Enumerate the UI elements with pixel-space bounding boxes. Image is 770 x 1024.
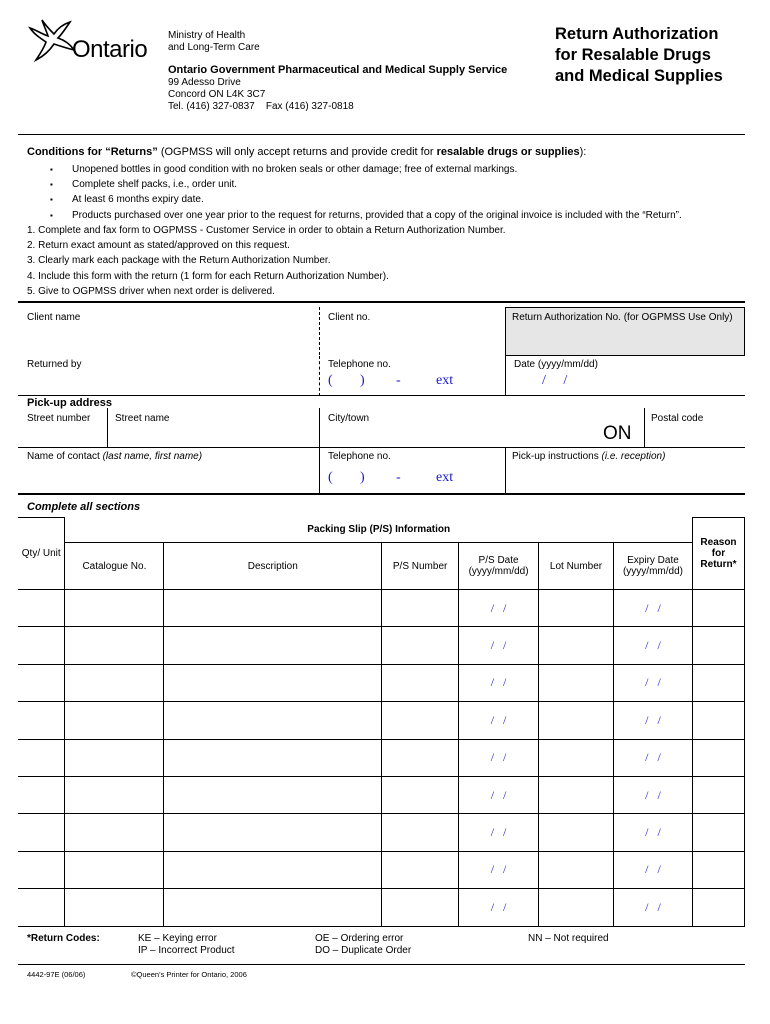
conditions-title-bold2: resalable drugs or supplies bbox=[436, 146, 580, 158]
codes-col2 bbox=[315, 933, 411, 957]
client-name-label: Client name bbox=[27, 312, 81, 323]
title-line1: Return Authorization bbox=[555, 25, 719, 43]
footer-divider bbox=[18, 964, 745, 965]
packing-slip-header: Packing Slip (P/S) Information bbox=[65, 518, 693, 543]
table-cell[interactable] bbox=[613, 627, 692, 664]
returned-by-label: Returned by bbox=[27, 359, 82, 370]
table-cell[interactable] bbox=[164, 702, 382, 739]
table-cell[interactable] bbox=[459, 776, 539, 813]
pickup-title: Pick-up address bbox=[27, 397, 112, 409]
table-cell[interactable] bbox=[539, 702, 614, 739]
date-mark: / / bbox=[490, 600, 507, 615]
fax: Fax (416) 327-0818 bbox=[265, 101, 354, 112]
ra-number-label: Return Authorization No. (for OGPMSS Use Only) bbox=[512, 312, 733, 323]
table-cell[interactable] bbox=[65, 590, 164, 627]
table-cell[interactable] bbox=[382, 889, 459, 926]
field-separator bbox=[319, 448, 320, 493]
street-number-label: Street number bbox=[27, 413, 91, 424]
service-name: Ontario Government Pharmaceutical and Medical Supply Service bbox=[168, 64, 508, 76]
field-separator bbox=[505, 356, 506, 396]
header-divider bbox=[18, 134, 745, 135]
table-cell[interactable] bbox=[459, 702, 539, 739]
date-mark: / / bbox=[645, 899, 661, 914]
table-row bbox=[18, 851, 745, 888]
table-row bbox=[18, 776, 745, 813]
table-cell[interactable] bbox=[382, 739, 459, 776]
table-cell[interactable] bbox=[613, 739, 692, 776]
date-mark: / / bbox=[645, 712, 661, 727]
condition-bullet: ▪ At least 6 months expiry date. bbox=[50, 192, 682, 207]
table-cell[interactable] bbox=[164, 889, 382, 926]
phone-close-paren: ) bbox=[360, 373, 365, 388]
instruction-step: 5. Give to OGPMSS driver when next order is delivered. bbox=[27, 285, 275, 297]
code-ke: KE – Keying error bbox=[138, 933, 217, 944]
conditions-title-bold: Conditions for “Returns” bbox=[27, 146, 158, 158]
table-cell[interactable] bbox=[382, 814, 459, 851]
table-cell[interactable] bbox=[382, 702, 459, 739]
table-cell[interactable] bbox=[539, 590, 614, 627]
table-cell[interactable] bbox=[382, 776, 459, 813]
phone2-close-paren: ) bbox=[360, 470, 365, 485]
date-mark: / / bbox=[645, 862, 661, 877]
date-mark: / / bbox=[490, 638, 507, 653]
table-cell[interactable] bbox=[539, 739, 614, 776]
row-divider bbox=[18, 447, 745, 448]
table-cell[interactable] bbox=[539, 851, 614, 888]
table-row bbox=[18, 814, 745, 851]
condition-bullet: ▪ Unopened bottles in good condition with no broken seals or other damage; free of external markings. bbox=[50, 162, 682, 177]
table-cell[interactable] bbox=[692, 664, 744, 701]
table-cell[interactable] bbox=[382, 664, 459, 701]
table-row bbox=[18, 889, 745, 926]
date-mark: / / bbox=[645, 600, 661, 615]
pickup-instr-italic: (i.e. reception) bbox=[601, 451, 666, 462]
table-cell[interactable] bbox=[164, 627, 382, 664]
table-cell[interactable] bbox=[692, 739, 744, 776]
section-divider bbox=[18, 493, 745, 495]
form-title bbox=[555, 24, 723, 87]
ps-number-header: P/S Number bbox=[382, 543, 459, 590]
catalogue-header: Catalogue No. bbox=[65, 543, 164, 590]
packing-slip-table bbox=[18, 517, 745, 927]
table-cell[interactable] bbox=[613, 776, 692, 813]
date-mark: / / bbox=[645, 825, 661, 840]
date-mark: / / bbox=[490, 787, 507, 802]
table-cell[interactable] bbox=[692, 851, 744, 888]
dashed-separator bbox=[319, 356, 320, 396]
table-cell[interactable] bbox=[65, 814, 164, 851]
instruction-step: 1. Complete and fax form to OGPMSS - Customer Service in order to obtain a Return Authorization Number. bbox=[27, 225, 506, 236]
table-cell[interactable] bbox=[613, 702, 692, 739]
table-cell[interactable] bbox=[382, 851, 459, 888]
table-cell[interactable] bbox=[164, 664, 382, 701]
table-cell[interactable] bbox=[65, 889, 164, 926]
title-line2: for Resalable Drugs bbox=[555, 46, 711, 64]
reason-header: Reason for Return* bbox=[692, 518, 744, 590]
table-cell[interactable] bbox=[18, 739, 65, 776]
instruction-step: 3. Clearly mark each package with the Return Authorization Number. bbox=[27, 255, 331, 267]
table-cell[interactable] bbox=[613, 814, 692, 851]
field-separator bbox=[505, 448, 506, 493]
code-ip: IP – Incorrect Product bbox=[138, 945, 235, 956]
table-cell[interactable] bbox=[65, 627, 164, 664]
ministry-line2: and Long-Term Care bbox=[168, 42, 260, 53]
table-cell[interactable] bbox=[164, 590, 382, 627]
date-mark: / / bbox=[490, 899, 507, 914]
table-cell[interactable] bbox=[164, 851, 382, 888]
complete-all-sections: Complete all sections bbox=[27, 501, 141, 513]
field-separator bbox=[644, 408, 645, 448]
table-cell[interactable] bbox=[692, 776, 744, 813]
table-cell[interactable] bbox=[18, 851, 65, 888]
client-no-label: Client no. bbox=[328, 312, 371, 323]
ps-date-header: P/S Date (yyyy/mm/dd) bbox=[459, 543, 539, 590]
table-cell[interactable] bbox=[459, 664, 539, 701]
city-label: City/town bbox=[328, 413, 370, 424]
title-line3: and Medical Supplies bbox=[555, 67, 723, 85]
table-cell[interactable] bbox=[65, 851, 164, 888]
province: ON bbox=[603, 423, 632, 444]
table-cell[interactable] bbox=[692, 627, 744, 664]
lot-number-header: Lot Number bbox=[539, 543, 614, 590]
date-mark: / / bbox=[645, 675, 661, 690]
table-cell[interactable] bbox=[613, 889, 692, 926]
table-cell[interactable] bbox=[18, 664, 65, 701]
table-cell[interactable] bbox=[459, 814, 539, 851]
table-cell[interactable] bbox=[164, 739, 382, 776]
tel-fax bbox=[168, 101, 354, 113]
expiry-header: Expiry Date (yyyy/mm/dd) bbox=[613, 543, 692, 590]
date-mark: / / bbox=[645, 787, 661, 802]
instruction-step: 4. Include this form with the return (1 form for each Return Authorization Number). bbox=[27, 270, 389, 282]
field-separator bbox=[107, 408, 108, 448]
table-cell[interactable] bbox=[539, 664, 614, 701]
table-row bbox=[18, 590, 745, 627]
conditions-bullets bbox=[50, 162, 682, 223]
table-cell[interactable] bbox=[18, 814, 65, 851]
table-row bbox=[18, 739, 745, 776]
code-oe: OE – Ordering error bbox=[315, 933, 404, 944]
condition-bullet: ▪ Products purchased over one year prior to the request for returns, provided that a copy of the original invoice is included with the “Return”. bbox=[50, 208, 682, 223]
contact-label-plain: Name of contact bbox=[27, 451, 103, 462]
section-divider bbox=[18, 301, 745, 303]
table-cell[interactable] bbox=[613, 664, 692, 701]
table-cell[interactable] bbox=[539, 889, 614, 926]
condition-bullet: ▪ Complete shelf packs, i.e., order unit. bbox=[50, 177, 682, 192]
table-cell[interactable] bbox=[613, 851, 692, 888]
qty-header: Qty/ Unit bbox=[18, 518, 65, 590]
table-cell[interactable] bbox=[65, 739, 164, 776]
date-mark: / / bbox=[490, 750, 507, 765]
table-cell[interactable] bbox=[65, 776, 164, 813]
date-mark: / / bbox=[490, 862, 507, 877]
table-cell[interactable] bbox=[539, 814, 614, 851]
date-mark: / / bbox=[490, 825, 507, 840]
table-cell[interactable] bbox=[692, 814, 744, 851]
table-cell[interactable] bbox=[164, 814, 382, 851]
telephone-label: Telephone no. bbox=[328, 359, 391, 370]
contact-name-label bbox=[27, 451, 202, 462]
return-codes-title: *Return Codes: bbox=[27, 933, 100, 944]
tel: Tel. (416) 327-0837 bbox=[168, 101, 255, 112]
date-mark: / / bbox=[490, 675, 507, 690]
table-cell[interactable] bbox=[164, 776, 382, 813]
table-cell[interactable] bbox=[382, 590, 459, 627]
address-line1: 99 Adesso Drive bbox=[168, 77, 241, 88]
address-line2: Concord ON L4K 3C7 bbox=[168, 89, 266, 100]
street-name-label: Street name bbox=[115, 413, 170, 424]
contact-label-italic: (last name, first name) bbox=[102, 451, 203, 462]
field-separator bbox=[319, 408, 320, 448]
table-cell[interactable] bbox=[539, 776, 614, 813]
table-cell[interactable] bbox=[539, 627, 614, 664]
table-cell[interactable] bbox=[18, 702, 65, 739]
table-row bbox=[18, 702, 745, 739]
date-mark: / / bbox=[490, 712, 507, 727]
table-cell[interactable] bbox=[459, 590, 539, 627]
table-cell[interactable] bbox=[65, 664, 164, 701]
date-mark: / / bbox=[645, 750, 661, 765]
table-cell[interactable] bbox=[18, 889, 65, 926]
conditions-title-end: ): bbox=[579, 146, 587, 158]
table-cell[interactable] bbox=[459, 851, 539, 888]
table-cell[interactable] bbox=[18, 776, 65, 813]
pickup-instr-plain: Pick-up instructions bbox=[512, 451, 602, 462]
form-number: 4442-97E (06/06) bbox=[27, 970, 86, 979]
table-cell[interactable] bbox=[692, 702, 744, 739]
table-cell[interactable] bbox=[459, 889, 539, 926]
table-cell[interactable] bbox=[459, 739, 539, 776]
dashed-separator bbox=[319, 307, 320, 355]
table-cell[interactable] bbox=[65, 702, 164, 739]
table-cell[interactable] bbox=[18, 627, 65, 664]
conditions-title-mid: (OGPMSS will only accept returns and provide credit for bbox=[157, 146, 437, 158]
code-do: DO – Duplicate Order bbox=[315, 945, 412, 956]
ministry-line1: Ministry of Health bbox=[168, 30, 246, 41]
date-mark: / / bbox=[645, 638, 661, 653]
date-slashes: / / bbox=[542, 373, 568, 388]
telephone2-label: Telephone no. bbox=[328, 451, 391, 462]
table-cell[interactable] bbox=[692, 590, 744, 627]
table-cell[interactable] bbox=[613, 590, 692, 627]
phone-ext: ext bbox=[436, 373, 454, 388]
ministry-name bbox=[168, 30, 260, 54]
description-header: Description bbox=[164, 543, 382, 590]
phone2-open-paren: ( bbox=[328, 470, 333, 485]
phone2-dash: - bbox=[396, 470, 401, 485]
code-nn: NN – Not required bbox=[528, 933, 609, 944]
table-cell[interactable] bbox=[692, 889, 744, 926]
phone-dash: - bbox=[396, 373, 401, 388]
instruction-steps bbox=[27, 223, 506, 299]
table-row bbox=[18, 627, 745, 664]
logo-wordmark: Ontario bbox=[72, 36, 148, 63]
service-address bbox=[168, 77, 354, 113]
table-cell[interactable] bbox=[18, 590, 65, 627]
copyright: ©Queen’s Printer for Ontario, 2006 bbox=[131, 970, 247, 979]
table-row bbox=[18, 664, 745, 701]
table-cell[interactable] bbox=[382, 627, 459, 664]
row-divider bbox=[18, 395, 745, 396]
table-cell[interactable] bbox=[459, 627, 539, 664]
conditions-title bbox=[27, 146, 586, 158]
date-label: Date (yyyy/mm/dd) bbox=[514, 359, 598, 370]
pickup-instructions-label bbox=[512, 451, 665, 462]
phone-open-paren: ( bbox=[328, 373, 333, 388]
instruction-step: 2. Return exact amount as stated/approved on this request. bbox=[27, 240, 290, 252]
postal-code-label: Postal code bbox=[651, 413, 704, 424]
phone2-ext: ext bbox=[436, 470, 454, 485]
codes-col1 bbox=[138, 933, 235, 957]
